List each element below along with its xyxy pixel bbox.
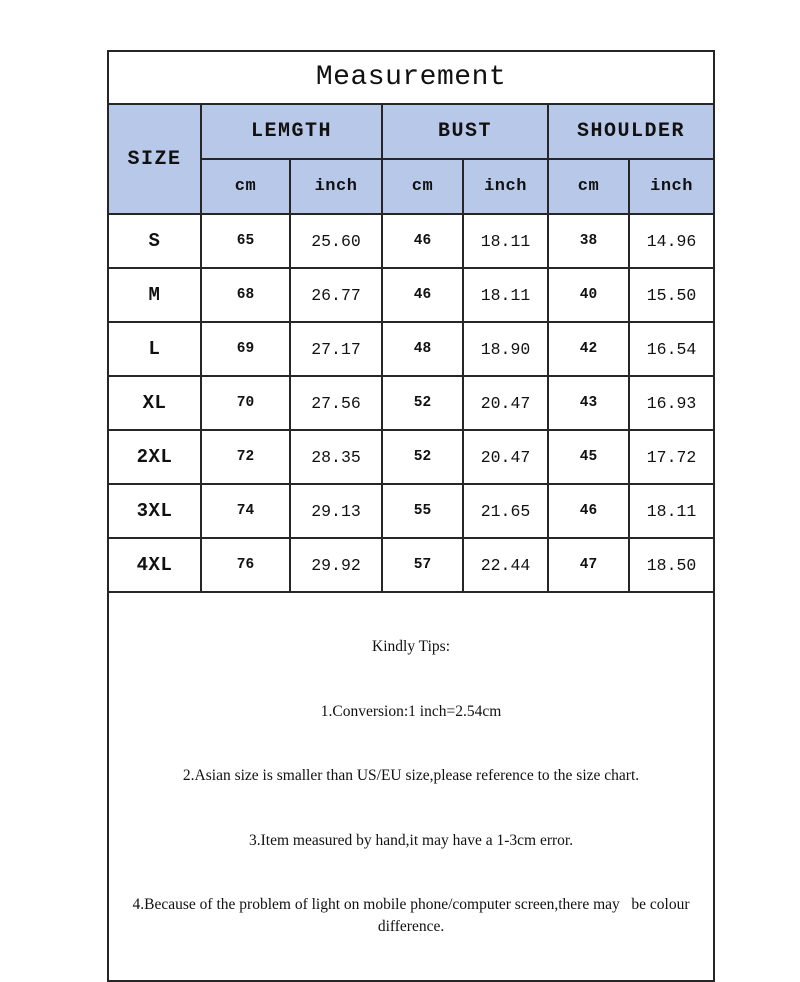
size-label: S bbox=[108, 214, 201, 268]
measurement-table bbox=[107, 50, 715, 982]
bust-cm-value: 46 bbox=[382, 214, 463, 268]
bust-inch-value: 18.11 bbox=[463, 268, 548, 322]
size-label: 3XL bbox=[108, 484, 201, 538]
unit-bust-cm: cm bbox=[382, 159, 463, 214]
unit-shoulder-inch: inch bbox=[629, 159, 714, 214]
bust-cm-value: 46 bbox=[382, 268, 463, 322]
size-label: 2XL bbox=[108, 430, 201, 484]
bust-cm-value: 52 bbox=[382, 430, 463, 484]
tip-line-3: 3.Item measured by hand,it may have a 1-3cm error. bbox=[248, 831, 574, 849]
tip-line-2: 2.Asian size is smaller than US/EU size,please reference to the size chart. bbox=[182, 767, 640, 784]
bust-cm-value: 48 bbox=[382, 322, 463, 376]
shoulder-inch-value: 17.72 bbox=[629, 430, 714, 484]
table-row-l bbox=[108, 322, 714, 376]
unit-bust-inch: inch bbox=[463, 159, 548, 214]
length-inch-value: 28.35 bbox=[290, 430, 382, 484]
length-cm-value: 69 bbox=[201, 322, 290, 376]
shoulder-cm-value: 40 bbox=[548, 268, 629, 322]
shoulder-inch-value: 16.54 bbox=[629, 322, 714, 376]
shoulder-cm-value: 43 bbox=[548, 376, 629, 430]
tips-section bbox=[108, 592, 714, 981]
col-header-size: SIZE bbox=[108, 104, 201, 214]
length-cm-value: 76 bbox=[201, 538, 290, 592]
group-header-row bbox=[108, 104, 714, 159]
tip-line-4: 4.Because of the problem of light on mobile phone/computer screen,there may be colour difference. bbox=[132, 896, 694, 935]
bust-inch-value: 21.65 bbox=[463, 484, 548, 538]
length-inch-value: 27.56 bbox=[290, 376, 382, 430]
shoulder-cm-value: 38 bbox=[548, 214, 629, 268]
table-row-xl bbox=[108, 376, 714, 430]
shoulder-inch-value: 18.11 bbox=[629, 484, 714, 538]
length-inch-value: 29.92 bbox=[290, 538, 382, 592]
bust-cm-value: 52 bbox=[382, 376, 463, 430]
table-row-4xl bbox=[108, 538, 714, 592]
length-cm-value: 65 bbox=[201, 214, 290, 268]
table-row-3xl bbox=[108, 484, 714, 538]
bust-inch-value: 18.11 bbox=[463, 214, 548, 268]
bust-inch-value: 18.90 bbox=[463, 322, 548, 376]
length-cm-value: 70 bbox=[201, 376, 290, 430]
tips-heading: Kindly Tips: bbox=[372, 638, 451, 655]
shoulder-cm-value: 47 bbox=[548, 538, 629, 592]
shoulder-inch-value: 16.93 bbox=[629, 376, 714, 430]
length-cm-value: 72 bbox=[201, 430, 290, 484]
bust-cm-value: 55 bbox=[382, 484, 463, 538]
table-row-s bbox=[108, 214, 714, 268]
length-inch-value: 29.13 bbox=[290, 484, 382, 538]
shoulder-inch-value: 18.50 bbox=[629, 538, 714, 592]
length-cm-value: 68 bbox=[201, 268, 290, 322]
shoulder-cm-value: 42 bbox=[548, 322, 629, 376]
size-label: 4XL bbox=[108, 538, 201, 592]
size-label: XL bbox=[108, 376, 201, 430]
length-inch-value: 25.60 bbox=[290, 214, 382, 268]
bust-inch-value: 22.44 bbox=[463, 538, 548, 592]
tip-line-1: 1.Conversion:1 inch=2.54cm bbox=[320, 702, 502, 720]
bust-inch-value: 20.47 bbox=[463, 376, 548, 430]
bust-inch-value: 20.47 bbox=[463, 430, 548, 484]
table-row-2xl bbox=[108, 430, 714, 484]
length-inch-value: 26.77 bbox=[290, 268, 382, 322]
size-label: L bbox=[108, 322, 201, 376]
size-label: M bbox=[108, 268, 201, 322]
bust-cm-value: 57 bbox=[382, 538, 463, 592]
shoulder-inch-value: 15.50 bbox=[629, 268, 714, 322]
title-row bbox=[108, 51, 714, 104]
length-inch-value: 27.17 bbox=[290, 322, 382, 376]
shoulder-cm-value: 45 bbox=[548, 430, 629, 484]
shoulder-inch-value: 14.96 bbox=[629, 214, 714, 268]
tips-row bbox=[108, 592, 714, 981]
unit-length-inch: inch bbox=[290, 159, 382, 214]
col-header-length: LEMGTH bbox=[201, 104, 382, 159]
page-title: Measurement bbox=[108, 51, 714, 104]
col-header-bust: BUST bbox=[382, 104, 548, 159]
table-row-m bbox=[108, 268, 714, 322]
unit-shoulder-cm: cm bbox=[548, 159, 629, 214]
length-cm-value: 74 bbox=[201, 484, 290, 538]
unit-length-cm: cm bbox=[201, 159, 290, 214]
shoulder-cm-value: 46 bbox=[548, 484, 629, 538]
col-header-shoulder: SHOULDER bbox=[548, 104, 714, 159]
